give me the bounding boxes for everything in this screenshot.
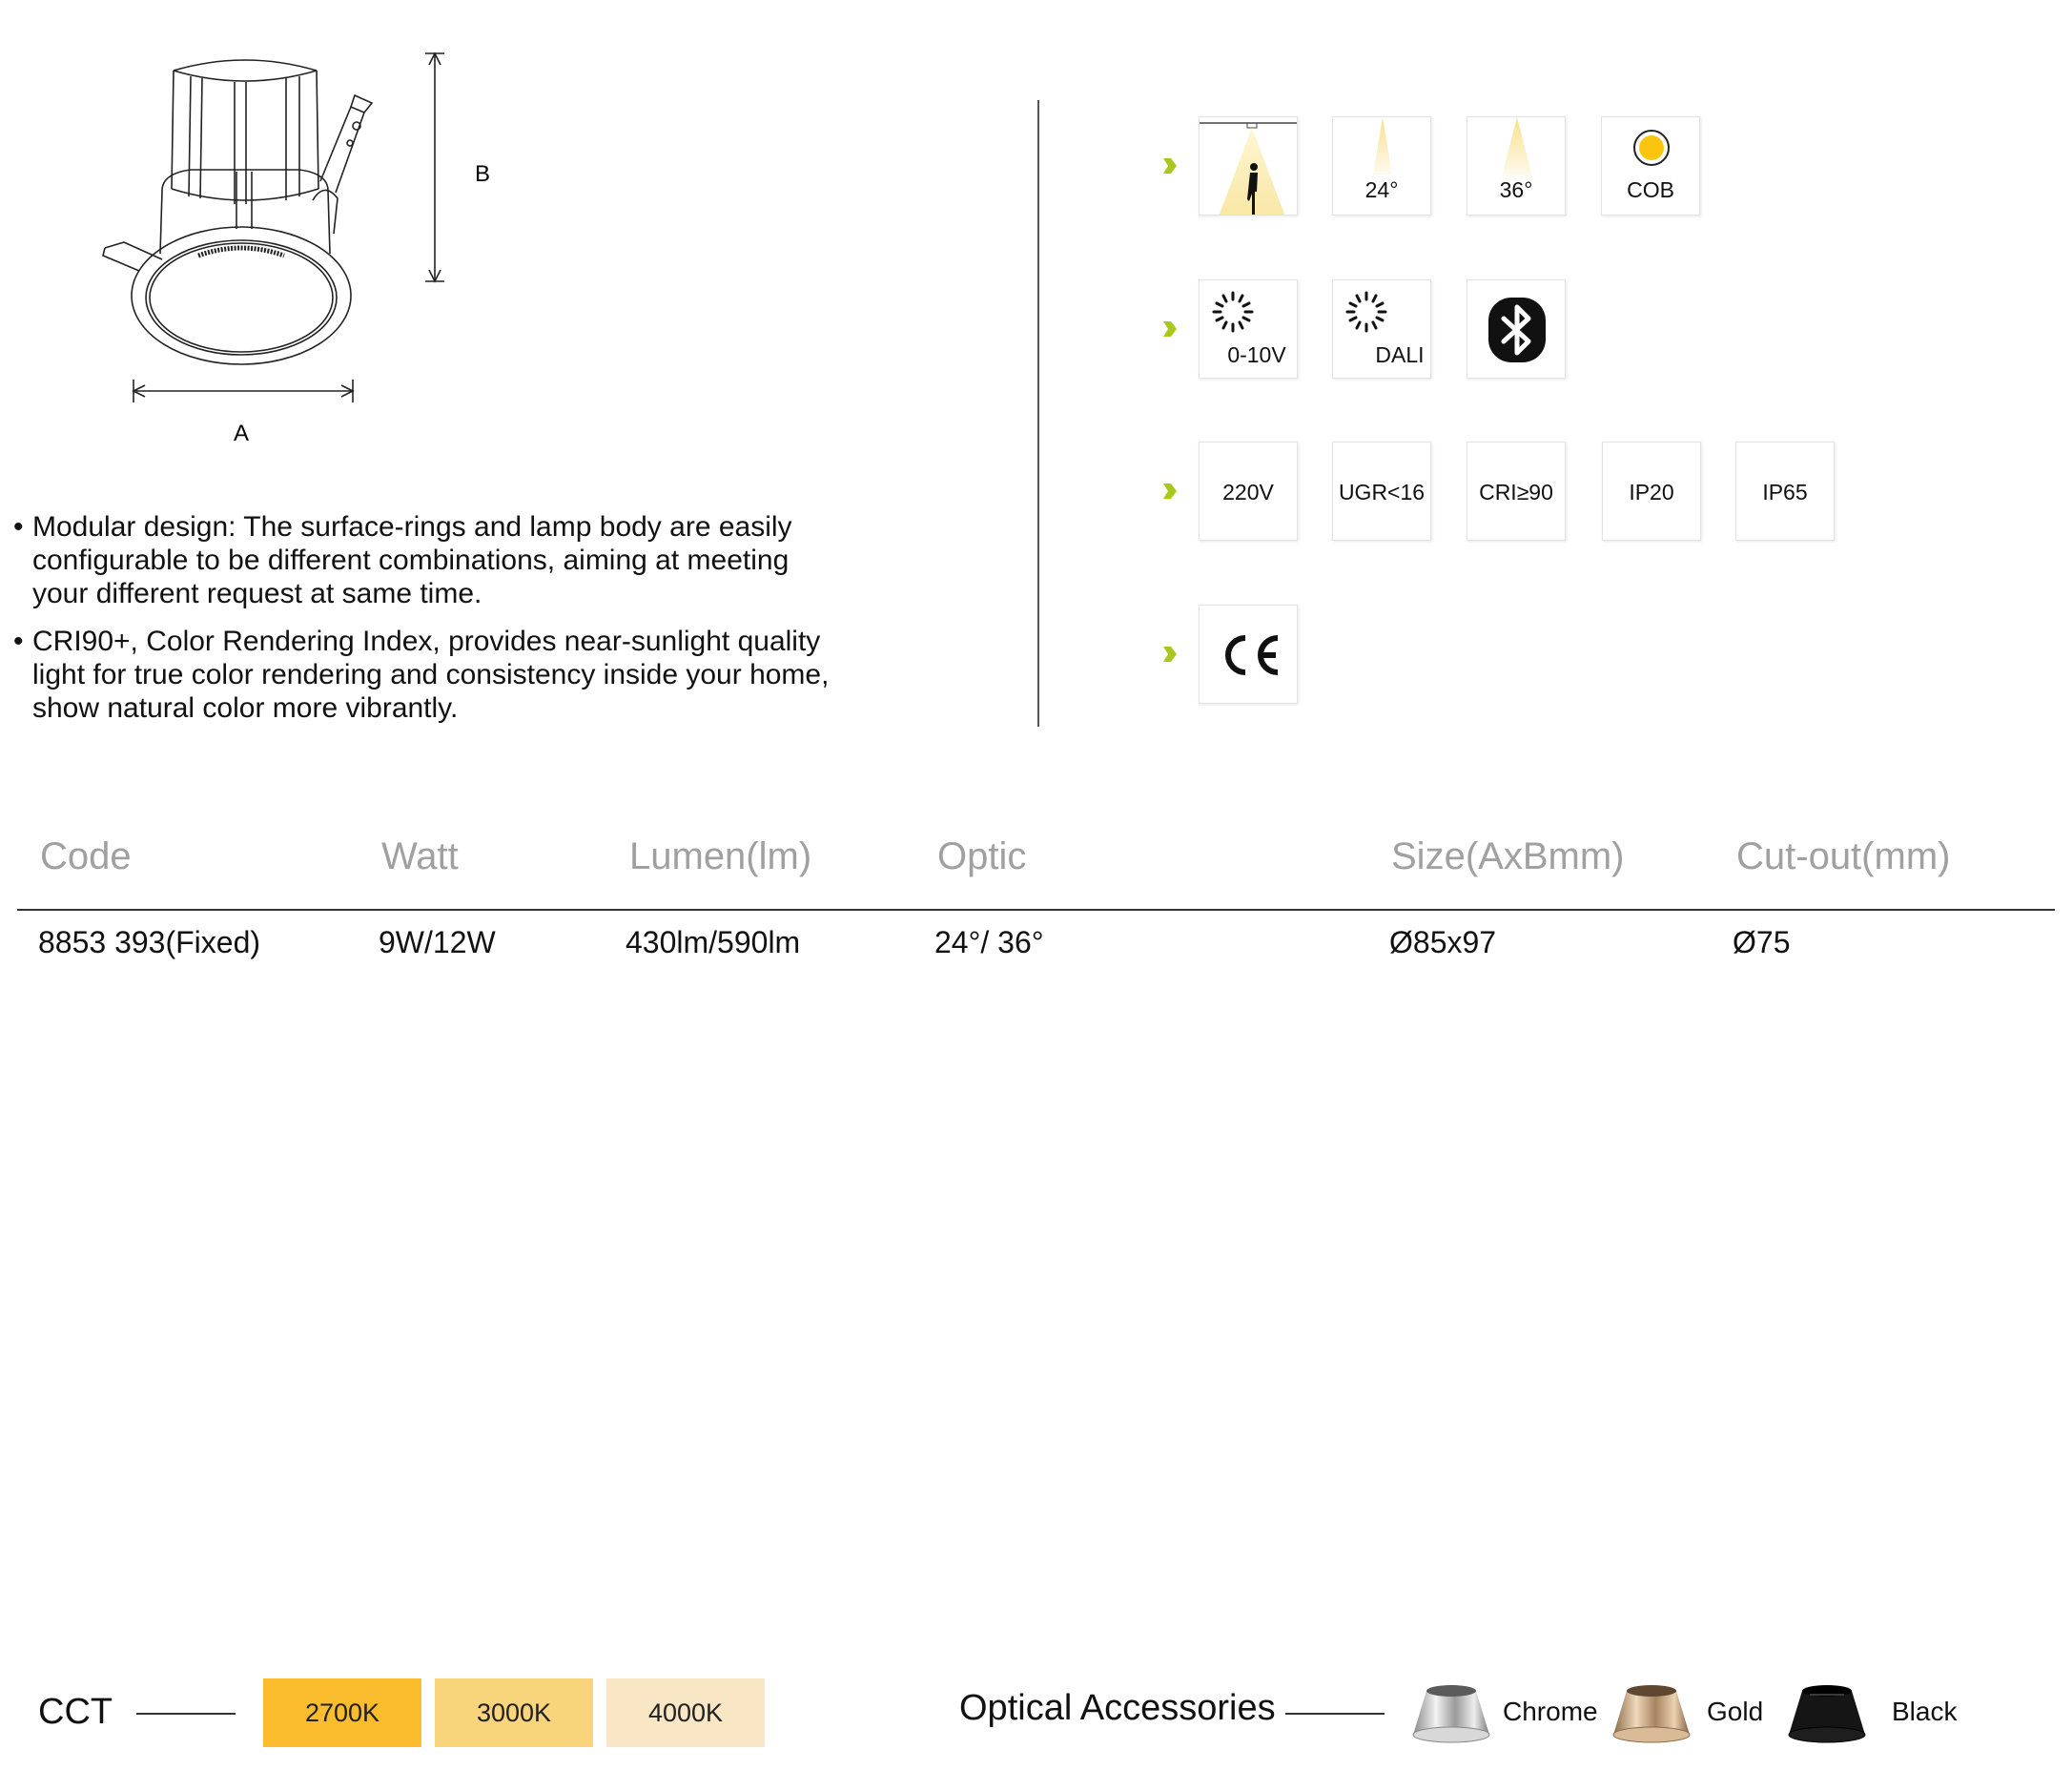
dimming-icon <box>1211 290 1255 334</box>
beam-36-badge <box>1467 116 1566 216</box>
dimension-b-label: B <box>475 161 491 187</box>
feature-item <box>13 625 891 725</box>
ce-badge <box>1199 605 1298 704</box>
feature-line: Modular design: The surface-rings and lamp body are easily <box>32 511 792 543</box>
spec-badge-label: 220V <box>1222 480 1274 504</box>
beam-angle-label: 24° <box>1364 177 1399 202</box>
spec-badge-voltage <box>1199 442 1298 541</box>
header-size: Size(AxBmm) <box>1391 835 1625 877</box>
arrow-icon <box>1163 321 1177 337</box>
optical-accessories-title: Optical Accessories <box>959 1688 1276 1728</box>
dimming-0-10v-badge <box>1199 279 1298 379</box>
dimension-a-label: A <box>234 421 250 446</box>
person-light-badge <box>1199 116 1298 216</box>
bluetooth-icon <box>1488 298 1546 362</box>
cell-code: 8853 393(Fixed) <box>38 925 261 959</box>
feature-line: light for true color rendering and consistency inside your home, <box>32 659 830 690</box>
cell-lumen: 430lm/590lm <box>626 925 801 959</box>
cct-label: CCT <box>38 1692 113 1732</box>
cct-swatch-2700k: 2700K <box>263 1678 421 1747</box>
gold-reflector-icon <box>1610 1683 1693 1744</box>
cct-connector-line <box>136 1713 236 1715</box>
cct-swatch-4000k: 4000K <box>606 1678 765 1747</box>
arrow-icon <box>1163 647 1177 662</box>
accessory-name-chrome: Chrome <box>1503 1697 1598 1726</box>
person-light-icon <box>1200 117 1298 216</box>
vertical-divider <box>1037 100 1039 727</box>
beam-24-badge <box>1332 116 1431 216</box>
chrome-reflector-icon <box>1409 1683 1493 1744</box>
dimming-icon <box>1344 290 1388 334</box>
spec-badge-ugr <box>1332 442 1431 541</box>
spec-badge-label: UGR<16 <box>1338 480 1426 504</box>
spec-badge-label: IP20 <box>1629 480 1674 504</box>
cell-cutout: Ø75 <box>1733 925 1791 959</box>
dimming-dali-badge <box>1332 279 1431 379</box>
bluetooth-badge <box>1467 279 1566 379</box>
product-drawing <box>95 38 534 458</box>
cell-watt: 9W/12W <box>379 925 496 959</box>
feature-item <box>13 510 891 610</box>
feature-line: show natural color more vibrantly. <box>32 692 459 724</box>
cell-size: Ø85x97 <box>1389 925 1497 959</box>
feature-list <box>13 510 891 739</box>
arrow-icon <box>1163 484 1177 499</box>
feature-line: your different request at same time. <box>32 578 482 609</box>
cell-optic: 24°/ 36° <box>934 925 1044 959</box>
header-code: Code <box>40 835 132 877</box>
spec-badge-ip65 <box>1735 442 1835 541</box>
header-optic: Optic <box>937 835 1027 877</box>
accessory-name-black: Black <box>1892 1697 1958 1726</box>
header-cutout: Cut-out(mm) <box>1736 835 1951 877</box>
spec-badge-ip20 <box>1602 442 1701 541</box>
accessories-connector-line <box>1285 1713 1385 1715</box>
feature-line: configurable to be different combinations, aiming at meeting <box>32 545 790 576</box>
table-divider <box>17 909 2055 911</box>
cob-badge <box>1601 116 1700 216</box>
cct-swatch-3000k: 3000K <box>435 1678 593 1747</box>
bullet: • <box>13 511 24 543</box>
cob-chip-icon <box>1632 129 1671 167</box>
black-reflector-icon <box>1785 1683 1869 1744</box>
bullet: • <box>13 626 24 657</box>
feature-line: CRI90+, Color Rendering Index, provides near-sunlight quality <box>32 626 821 657</box>
arrow-icon <box>1163 158 1177 174</box>
dimming-label: 0-10V <box>1227 342 1286 367</box>
spec-badge-label: IP65 <box>1762 480 1808 504</box>
accessory-name-gold: Gold <box>1707 1697 1764 1726</box>
header-lumen: Lumen(lm) <box>629 835 812 877</box>
ce-mark-icon <box>1217 632 1283 678</box>
spec-badge-cri <box>1467 442 1566 541</box>
dimming-label: DALI <box>1375 342 1425 367</box>
spec-badge-label: CRI≥90 <box>1479 480 1553 504</box>
header-watt: Watt <box>381 835 459 877</box>
cob-label: COB <box>1627 177 1674 202</box>
beam-angle-label: 36° <box>1499 177 1533 202</box>
